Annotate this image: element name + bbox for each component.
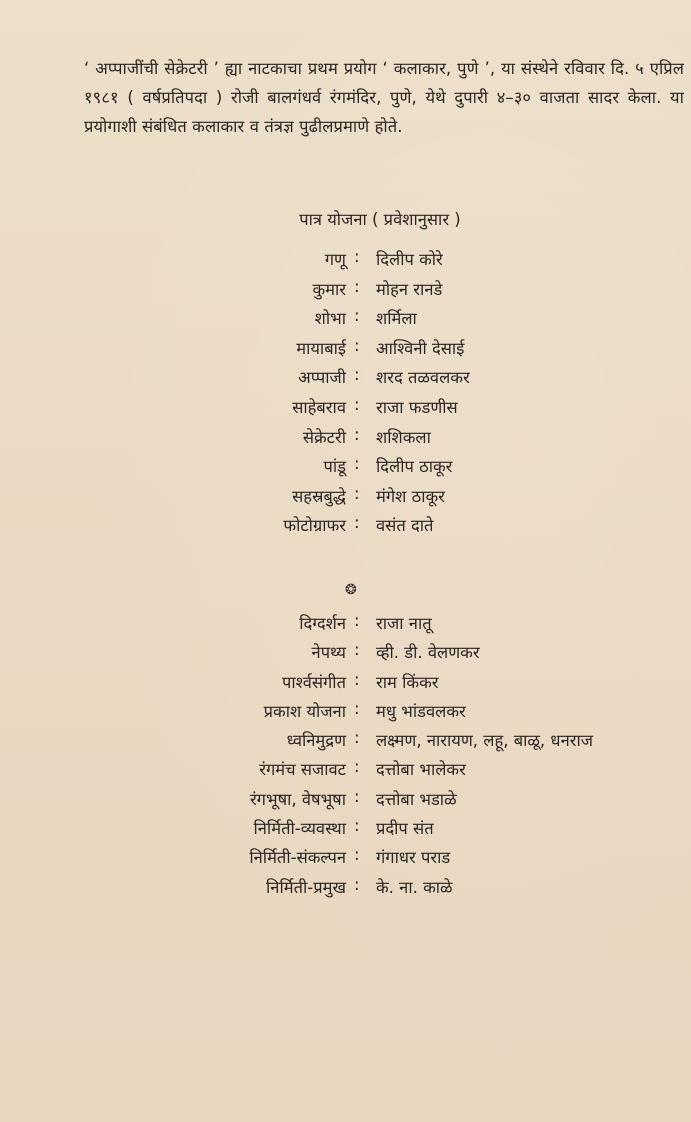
colon-separator: : xyxy=(354,611,360,630)
role-label: सेक्रेटरी xyxy=(302,427,346,447)
crew-name: राजा नातू xyxy=(376,614,432,633)
crew-role-label: पार्श्वसंगीत xyxy=(282,672,346,692)
crew-name: व्ही. डी. वेलणकर xyxy=(376,643,480,663)
crew-list xyxy=(0,611,691,904)
colon-separator: : xyxy=(354,483,360,503)
colon-separator: : xyxy=(354,845,360,865)
crew-row xyxy=(0,816,691,845)
crew-row xyxy=(0,757,691,786)
cast-row xyxy=(0,306,691,336)
crew-row xyxy=(0,875,691,904)
role-label: गणू xyxy=(324,250,346,269)
intro-paragraph: ‘ अप्पाजींची सेक्रेटरी ’ ह्या नाटकाचा प्रथम प्रयोग ‘ कलाकार, पुणे ’, या संस्थेने रविवार दि. ५ एप्रिल १९८१ ( वर्षप्रतिपदा ) रोजी बालगंधर्व रंगमंदिर, पुणे, येथे दुपारी ४–३० वाजता सादर केला. या प्रयोगाशी संबंधित कलाकार व तंत्रज्ञ पुढीलप्रमाणे होते. xyxy=(84,59,684,136)
colon-separator: : xyxy=(354,394,360,414)
role-label: फोटोग्राफर xyxy=(283,516,346,536)
cast-row xyxy=(0,277,691,307)
crew-row xyxy=(0,787,691,816)
colon-separator: : xyxy=(354,424,360,444)
cast-list xyxy=(0,247,691,543)
colon-separator: : xyxy=(354,728,360,748)
crew-name: दत्तोबा भडाळे xyxy=(376,789,457,809)
cast-row xyxy=(0,336,691,366)
crew-row xyxy=(0,845,691,874)
actor-name: दिलीप ठाकूर xyxy=(376,457,453,477)
cast-row xyxy=(0,365,691,395)
cast-row xyxy=(0,484,691,514)
crew-row xyxy=(0,699,691,728)
colon-separator: : xyxy=(354,816,360,836)
role-label: सहस्रबुद्धे xyxy=(292,486,346,506)
crew-role-label: रंगभूषा, वेषभूषा xyxy=(249,789,346,809)
crew-role-label: दिग्दर्शन xyxy=(299,614,346,633)
cast-row xyxy=(0,454,691,484)
crew-name: राम किंकर xyxy=(376,672,439,692)
colon-separator: : xyxy=(354,306,360,326)
role-label: मायाबाई xyxy=(296,338,346,358)
actor-name: शरद तळवलकर xyxy=(376,368,470,388)
intro-paragraph-block xyxy=(84,54,684,141)
colon-separator: : xyxy=(354,454,360,474)
cast-row xyxy=(0,425,691,455)
actor-name: दिलीप कोरे xyxy=(376,250,443,269)
colon-separator: : xyxy=(354,874,360,894)
crew-role-label: निर्मिती-व्यवस्था xyxy=(253,819,346,839)
crew-name: प्रदीप संत xyxy=(376,819,434,839)
crew-role-label: नेपथ्य xyxy=(311,643,346,663)
actor-name: आश्विनी देसाई xyxy=(376,338,465,358)
colon-separator: : xyxy=(354,757,360,777)
role-label: कुमार xyxy=(312,279,346,299)
crew-name: मधु भांडवलकर xyxy=(376,701,466,721)
colon-separator: : xyxy=(354,640,360,660)
actor-name: मंगेश ठाकूर xyxy=(376,486,445,506)
actor-name: मोहन रानडे xyxy=(376,279,443,299)
actor-name: वसंत दाते xyxy=(376,516,434,536)
crew-row xyxy=(0,670,691,699)
cast-row xyxy=(0,247,691,277)
crew-role-label: निर्मिती-प्रमुख xyxy=(266,877,346,897)
crew-role-label: प्रकाश योजना xyxy=(263,701,346,721)
role-label: शोभा xyxy=(314,309,346,329)
actor-name: राजा फडणीस xyxy=(376,397,458,417)
colon-separator: : xyxy=(354,698,360,718)
colon-separator: : xyxy=(354,669,360,689)
crew-name: के. ना. काळे xyxy=(376,877,453,897)
colon-separator: : xyxy=(354,513,360,533)
colon-separator: : xyxy=(354,247,360,266)
crew-name: गंगाधर पराड xyxy=(376,848,451,868)
actor-name: शशिकला xyxy=(376,427,431,447)
crew-row xyxy=(0,611,691,640)
colon-separator: : xyxy=(354,786,360,806)
ornament-divider: ❂ xyxy=(345,582,357,598)
crew-role-label: ध्वनिमुद्रण xyxy=(286,731,346,751)
crew-role-label: रंगमंच सजावट xyxy=(259,760,346,780)
crew-role-label: निर्मिती-संकल्पन xyxy=(249,848,346,868)
crew-row xyxy=(0,728,691,757)
cast-row xyxy=(0,513,691,543)
colon-separator: : xyxy=(354,335,360,355)
colon-separator: : xyxy=(354,365,360,385)
actor-name: शर्मिला xyxy=(376,309,417,329)
cast-heading: पात्र योजना ( प्रवेशानुसार ) xyxy=(299,210,461,229)
crew-name: लक्ष्मण, नारायण, लहू, बाळू, धनराज xyxy=(376,731,593,751)
role-label: अप्पाजी xyxy=(298,368,346,388)
cast-row xyxy=(0,395,691,425)
role-label: साहेबराव xyxy=(292,397,346,417)
role-label: पांडू xyxy=(323,457,346,477)
crew-name: दत्तोबा भालेकर xyxy=(376,760,466,780)
crew-row xyxy=(0,640,691,669)
colon-separator: : xyxy=(354,276,360,296)
